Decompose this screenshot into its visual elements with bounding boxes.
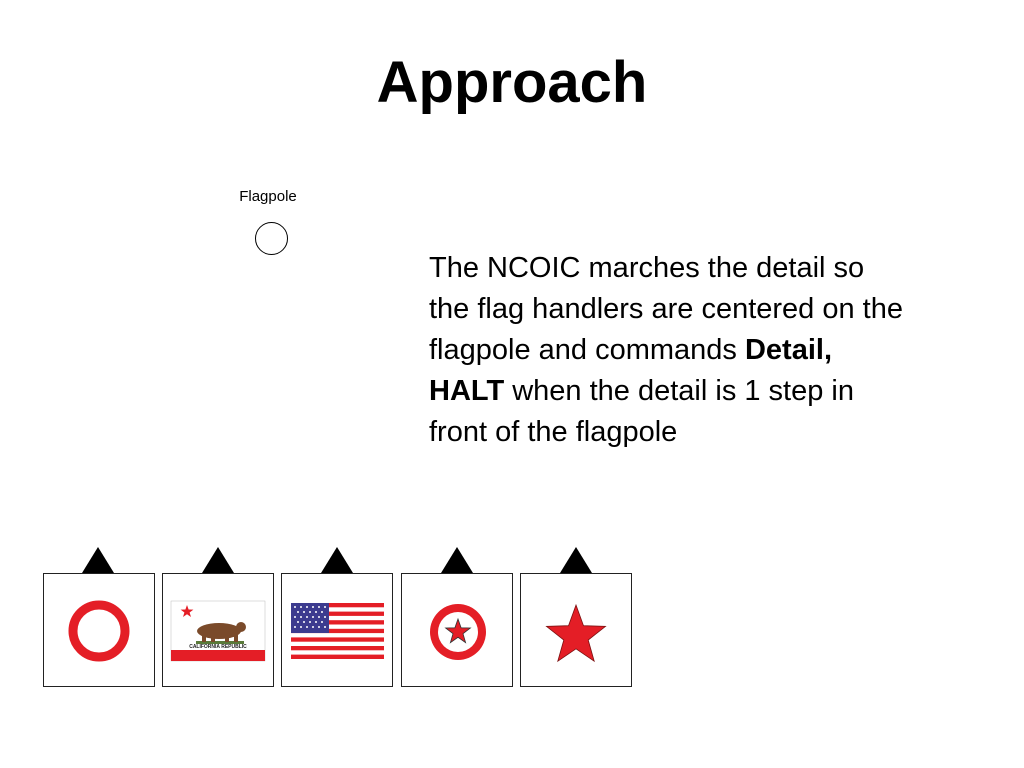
direction-marker-icon [202, 547, 234, 573]
command-text: Detail, HALT [429, 334, 833, 407]
direction-marker-icon [441, 547, 473, 573]
california-flag-caption: CALIFORNIA REPUBLIC [189, 644, 247, 650]
detail-member-california-flag [162, 573, 274, 687]
page-title: Approach [376, 50, 648, 115]
star-icon [521, 574, 631, 686]
ring-star-icon [402, 574, 512, 686]
us-flag-icon [282, 574, 392, 686]
direction-marker-icon [560, 547, 592, 573]
instruction-text-start: The NCOIC marches the detail so the flag handlers are centered on the flagpole and commands [429, 252, 903, 366]
ring-icon [44, 574, 154, 686]
flagpole-label: Flagpole [239, 188, 297, 205]
detail-member-ring [43, 573, 155, 687]
detail-member-star [520, 573, 632, 687]
direction-marker-icon [321, 547, 353, 573]
direction-marker-icon [82, 547, 114, 573]
detail-member-us-flag [281, 573, 393, 687]
detail-member-ring-star [401, 573, 513, 687]
california-flag-icon [163, 574, 273, 686]
instruction-text-end: when the detail is 1 step in front of the flagpole [429, 375, 854, 448]
